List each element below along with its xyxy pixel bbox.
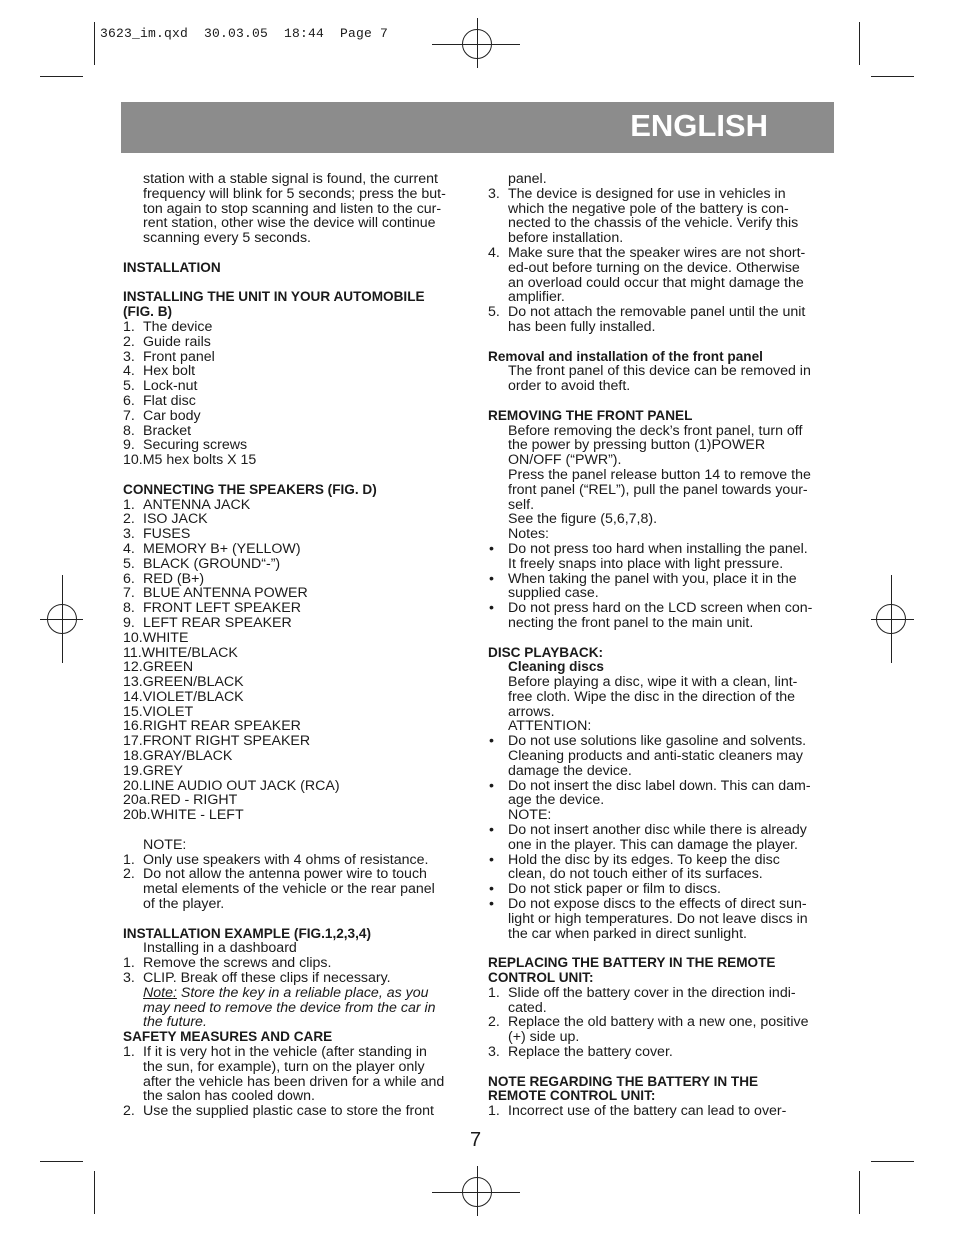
install-auto-heading: INSTALLING THE UNIT IN YOUR AUTOMOBILE: [123, 289, 425, 305]
list-item: 20b.WHITE - LEFT: [123, 807, 244, 824]
note-battery-heading: NOTE REGARDING THE BATTERY IN THE: [488, 1073, 759, 1089]
speakers-heading: CONNECTING THE SPEAKERS (FIG. D): [123, 481, 377, 497]
example-heading: INSTALLATION EXAMPLE (FIG.1,2,3,4): [123, 925, 371, 941]
crop-mark: [859, 1171, 860, 1214]
crop-mark: [94, 22, 95, 65]
continued-text: panel.: [508, 171, 547, 187]
removal-text: The front panel of this device can be removed in order to avoid theft.: [508, 363, 811, 395]
removal-heading: Removal and installation of the front panel: [488, 348, 763, 364]
list-item: 15.VIOLET: [123, 703, 194, 720]
crop-mark: [40, 76, 83, 77]
list-item: 10.M5 hex bolts X 15: [123, 452, 257, 469]
battery-heading: REPLACING THE BATTERY IN THE REMOTE: [488, 955, 776, 971]
right-column: [488, 172, 832, 1119]
disc-heading: DISC PLAYBACK:: [488, 644, 604, 660]
cleaning-text: Before playing a disc, wipe it with a clean, lint- free cloth. Wipe the disc in the direction of the arrows. ATTENTION:: [508, 674, 798, 735]
list-item: 10.WHITE: [123, 629, 189, 646]
list-item: 2. Use the supplied plastic case to store the front: [123, 1103, 435, 1120]
list-item: 5. Lock-nut: [123, 378, 198, 395]
list-item: 5. Do not attach the removable panel until the unit has been fully installed.: [488, 304, 806, 335]
example-note: Note: Store the key in a reliable place, as you may need to remove the device from the car in the future.: [143, 984, 436, 1031]
list-item: 2. Replace the old battery with a new one, positive (+) side up.: [488, 1014, 809, 1046]
list-item: 1. Incorrect use of the battery can lead to over-: [488, 1103, 787, 1120]
bullet-item: • When taking the panel with you, place it in the supplied case.: [489, 570, 797, 602]
list-item: 1. Slide off the battery cover in the direction indi- cated.: [488, 984, 796, 1016]
list-item: 1. ANTENNA JACK: [123, 496, 251, 513]
removing-text: Before removing the deck’s front panel, turn off the power by pressing button (1)POWER ON/OFF (“PWR”). Press the panel release button 14 to remove the front panel (“REL”), pull the panel towards your- self. See the figure (5,6,7,8). Notes:: [508, 422, 811, 543]
list-item: 3. The device is designed for use in vehicles in which the negative pole of the battery is con- nected to the chassis of the vehicle. Verify this before installation.: [488, 185, 799, 247]
list-item: 7. BLUE ANTENNA POWER: [123, 585, 308, 602]
list-item: 1. Remove the screws and clips.: [123, 955, 332, 972]
intro-paragraph: station with a stable signal is found, the current frequency will blink for 5 seconds; press the but- ton again to stop scanning and listen to the cur- rent station, other wise the device will continue scanning every 5 seconds.: [143, 171, 446, 247]
list-item: 14.VIOLET/BLACK: [123, 688, 244, 705]
install-auto-heading-2: (FIG. B): [123, 304, 173, 320]
crop-mark: [40, 1161, 83, 1162]
list-item: 8. Bracket: [123, 422, 192, 439]
list-item: 6. RED (B+): [123, 570, 205, 587]
crop-mark: [94, 1171, 95, 1214]
list-item: 18.GRAY/BLACK: [123, 748, 233, 765]
list-item: 4. MEMORY B+ (YELLOW): [123, 540, 301, 557]
list-item: 2. ISO JACK: [123, 511, 208, 528]
printer-slug: 3623_im.qxd 30.03.05 18:44 Page 7: [100, 26, 389, 41]
list-item: 1. Only use speakers with 4 ohms of resistance.: [123, 851, 429, 868]
list-item: 2. Do not allow the antenna power wire to touch metal elements of the vehicle or the rear panel of the player.: [123, 866, 435, 913]
list-item: 8. FRONT LEFT SPEAKER: [123, 600, 301, 617]
list-item: 12.GREEN: [123, 659, 194, 676]
list-item: 20.LINE AUDIO OUT JACK (RCA): [123, 777, 340, 794]
crop-mark: [871, 76, 914, 77]
list-item: 3. CLIP. Break off these clips if necessary.: [123, 970, 391, 987]
bullet-item: • Do not insert another disc while there is already one in the player. This can damage the player.: [489, 822, 807, 853]
note-label: NOTE:: [143, 836, 187, 853]
list-item: 16.RIGHT REAR SPEAKER: [123, 718, 301, 735]
bullet-item: • Do not insert the disc label down. This can dam- age the device.: [489, 777, 811, 809]
speaker-list: [123, 498, 468, 824]
header-banner: [121, 102, 834, 153]
page-number: 7: [470, 1129, 482, 1151]
list-item: 9. LEFT REAR SPEAKER: [123, 614, 292, 631]
install-list: [123, 320, 468, 468]
list-item: 20a.RED - RIGHT: [123, 792, 238, 809]
page-title: ENGLISH: [630, 108, 768, 143]
safety-heading: SAFETY MEASURES AND CARE: [123, 1029, 333, 1045]
bullet-item: • Do not expose discs to the effects of direct sun- light or high temperatures. Do not leave discs in the car when parked in direct sunlight.: [489, 896, 808, 942]
list-item: 11.WHITE/BLACK: [123, 644, 238, 661]
list-item: 9. Securing screws: [123, 437, 248, 454]
crop-mark: [871, 1161, 914, 1162]
cleaning-heading: Cleaning discs: [508, 659, 604, 675]
bullet-item: • Do not press hard on the LCD screen when con- necting the front panel to the main unit.: [489, 600, 813, 631]
note-label: NOTE:: [508, 807, 552, 824]
list-item: 4. Make sure that the speaker wires are not short- ed-out before turning on the device. Otherwise an overload could occur that might damage the amplifier.: [488, 244, 806, 306]
bullet-item: • Hold the disc by its edges. To keep the disc clean, do not touch either of its surfaces.: [489, 851, 780, 883]
list-item: 3. FUSES: [123, 526, 191, 543]
list-item: 13.GREEN/BLACK: [123, 674, 244, 691]
note-list: [123, 853, 468, 912]
list-item: 6. Flat disc: [123, 392, 196, 409]
list-item: 3. Replace the battery cover.: [488, 1044, 673, 1061]
list-item: 1. If it is very hot in the vehicle (after standing in the sun, for example), turn on the player only after the vehicle has been driven for a while and the salon has cooled down.: [123, 1044, 445, 1105]
installation-heading: INSTALLATION: [123, 259, 221, 275]
list-item: 1. The device: [123, 318, 213, 335]
battery-heading-2: CONTROL UNIT:: [488, 970, 594, 986]
example-subheading: Installing in a dashboard: [143, 940, 297, 957]
list-item: 19.GREY: [123, 762, 183, 779]
list-item: 4. Hex bolt: [123, 363, 196, 380]
list-item: 2. Guide rails: [123, 333, 211, 350]
list-item: 17.FRONT RIGHT SPEAKER: [123, 733, 311, 750]
bullet-item: • Do not use solutions like gasoline and solvents. Cleaning products and anti-static cleaners may damage the device.: [489, 733, 807, 779]
bullet-item: • Do not stick paper or film to discs.: [489, 881, 721, 898]
list-item: 5. BLACK (GROUND“-”): [123, 555, 281, 572]
bullet-item: • Do not press too hard when installing the panel. It freely snaps into place with light pressure.: [489, 540, 808, 572]
crop-mark: [859, 22, 860, 65]
list-item: 3. Front panel: [123, 348, 215, 365]
note-battery-heading-2: REMOTE CONTROL UNIT:: [488, 1088, 656, 1104]
left-column: [123, 172, 468, 1119]
removing-heading: REMOVING THE FRONT PANEL: [488, 407, 693, 423]
list-item: 7. Car body: [123, 407, 201, 424]
